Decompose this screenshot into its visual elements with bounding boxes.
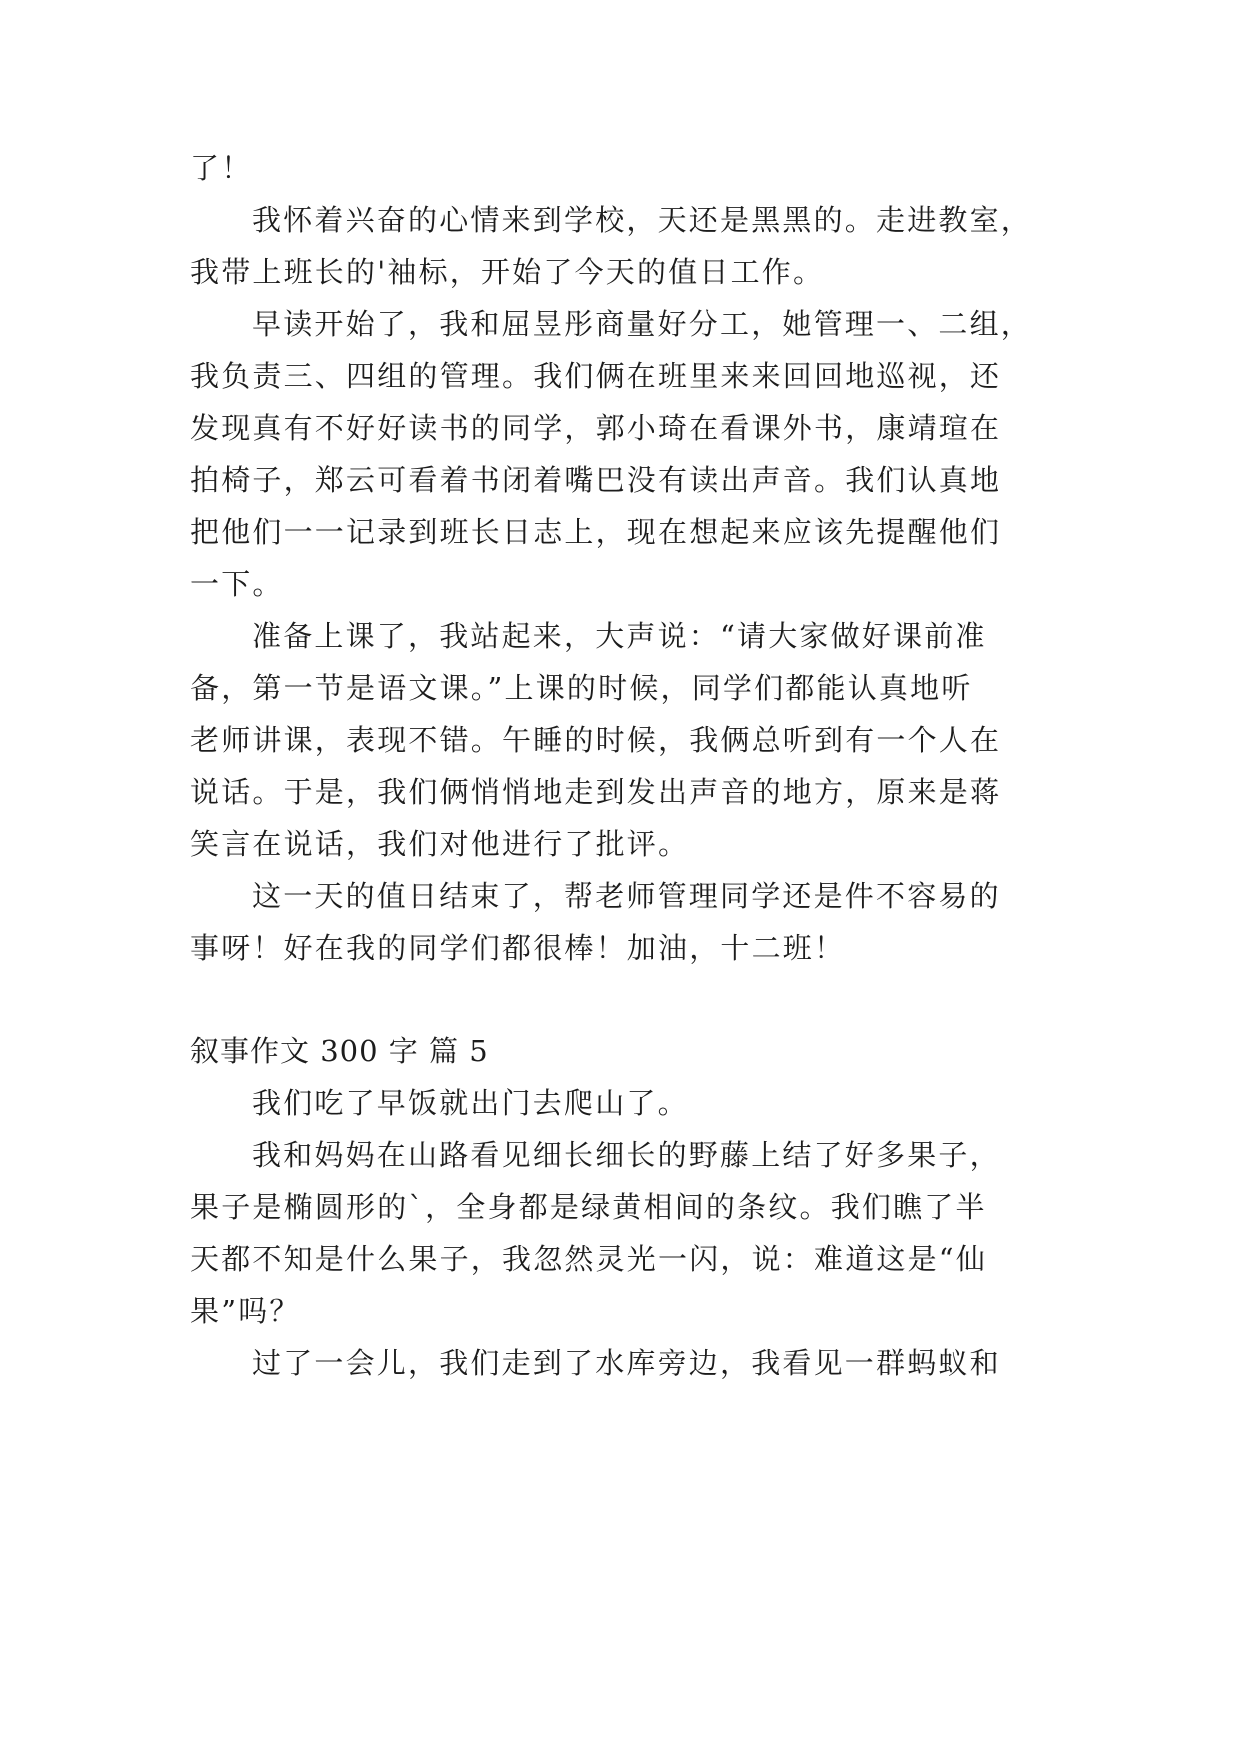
text-line: 备，第一节是语文课。”上课的时候，同学们都能认真地听: [190, 671, 973, 705]
text-line: 一下。: [190, 567, 284, 601]
text-line: 发现真有不好好读书的同学，郭小琦在看课外书，康靖瑄在: [190, 411, 1002, 445]
text-line: 天都不知是什么果子，我忽然灵光一闪，说：难道这是“仙: [190, 1242, 988, 1276]
paragraph-first-line: 我和妈妈在山路看见细长细长的野藤上结了好多果子，: [252, 1138, 1001, 1172]
text-line: 说话。于是，我们俩悄悄地走到发出声音的地方，原来是蒋: [190, 775, 1002, 809]
text-line: 笑言在说话，我们对他进行了批评。: [190, 827, 690, 861]
paragraph-first-line: 我怀着兴奋的心情来到学校，天还是黑黑的。走进教室，: [252, 203, 1033, 237]
paragraph-first-line: 准备上课了，我站起来，大声说：“请大家做好课前准: [252, 619, 987, 653]
text-line: 拍椅子，郑云可看着书闭着嘴巴没有读出声音。我们认真地: [190, 463, 1002, 497]
text-line: 我负责三、四组的管理。我们俩在班里来来回回地巡视，还: [190, 359, 1002, 393]
text-line: 把他们一一记录到班长日志上，现在想起来应该先提醒他们: [190, 515, 1002, 549]
text-line: 我带上班长的'袖标，开始了今天的值日工作。: [190, 255, 825, 289]
text-line: 事呀！好在我的同学们都很棒！加油，十二班！: [190, 931, 846, 965]
paragraph-first-line: 这一天的值日结束了，帮老师管理同学还是件不容易的: [252, 879, 1001, 913]
paragraph-first-line: 早读开始了，我和屈昱彤商量好分工，她管理一、二组，: [252, 307, 1033, 341]
paragraph-first-line: 我们吃了早饭就出门去爬山了。: [252, 1086, 689, 1120]
text-line: 老师讲课，表现不错。午睡的时候，我俩总听到有一个人在: [190, 723, 1002, 757]
text-line: 果子是椭圆形的`，全身都是绿黄相间的条纹。我们瞧了半: [190, 1190, 987, 1224]
text-line: 果”吗？: [190, 1294, 301, 1328]
text-line: 了！: [190, 151, 253, 185]
paragraph-first-line: 过了一会儿，我们走到了水库旁边，我看见一群蚂蚁和: [252, 1346, 1001, 1380]
section-heading: 叙事作文 300 字 篇 5: [190, 1034, 489, 1068]
